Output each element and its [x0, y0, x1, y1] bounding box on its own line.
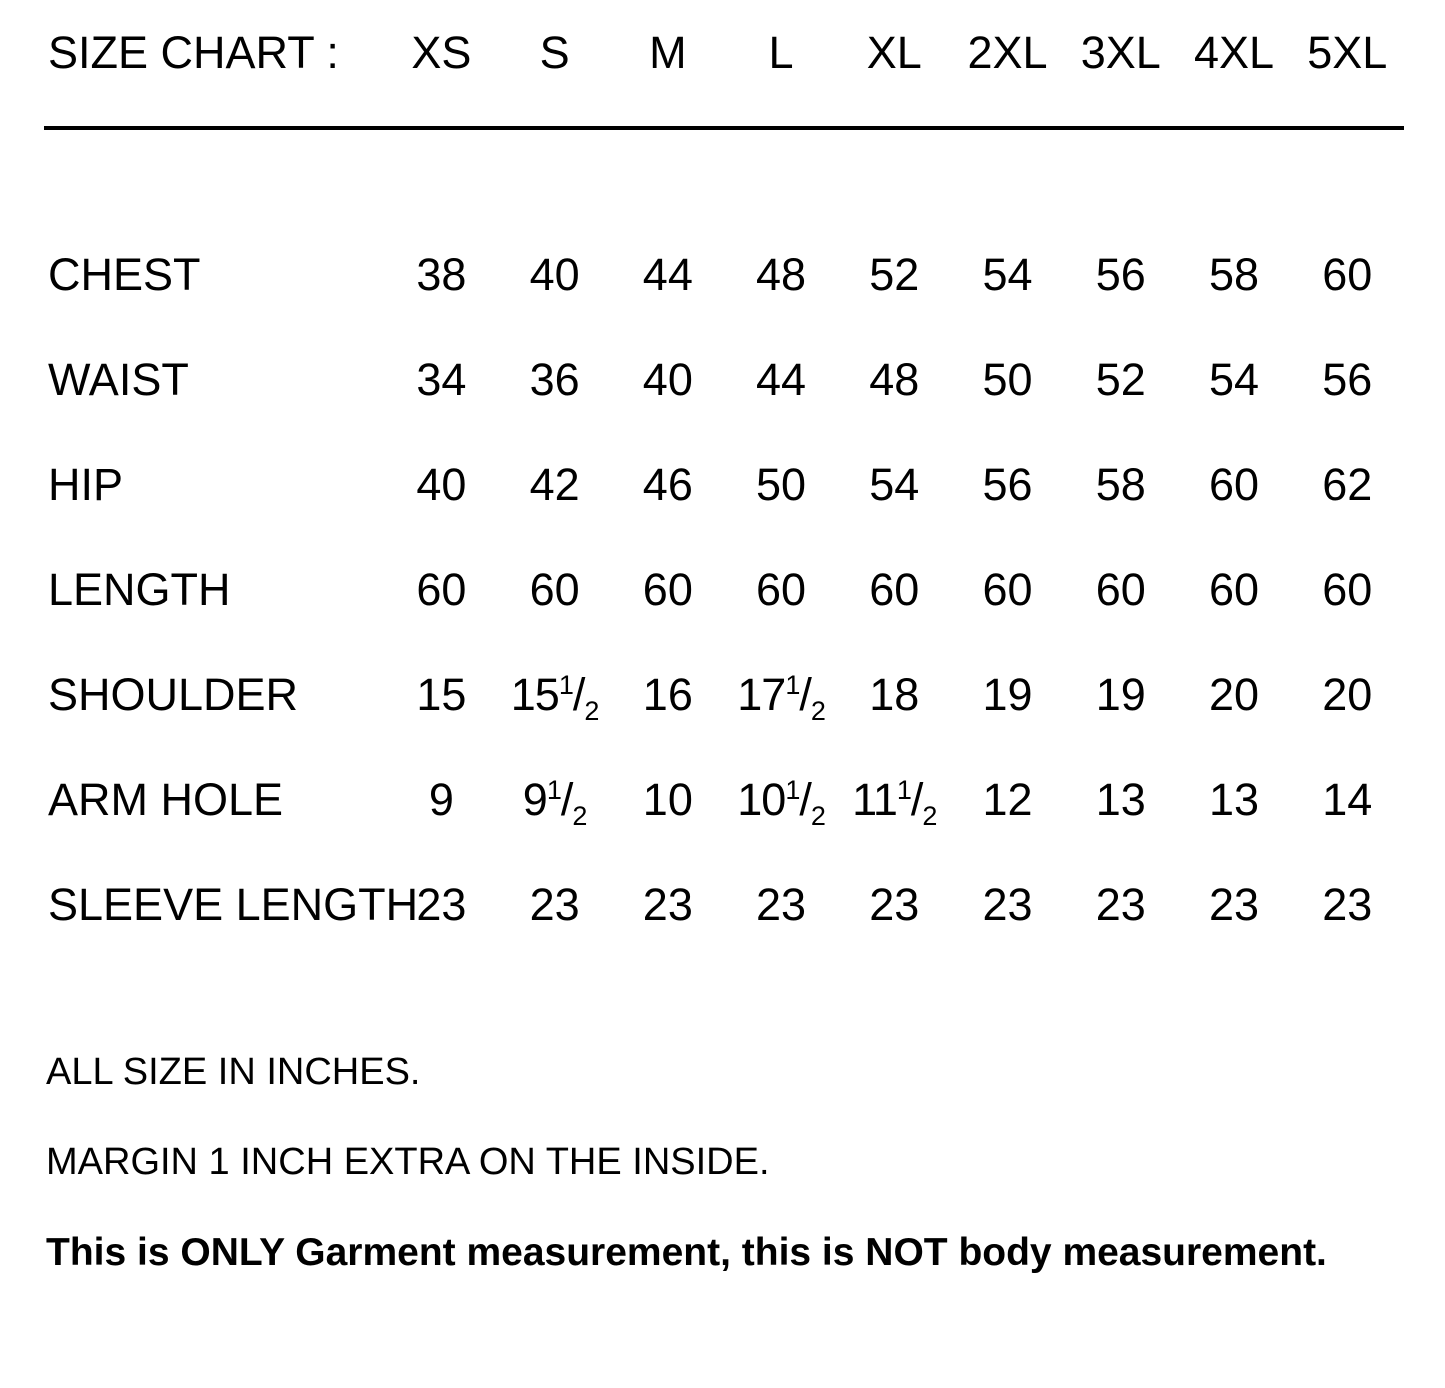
cell-length-s: 60	[529, 564, 580, 615]
cell-waist-xl: 48	[869, 354, 920, 405]
cell-shoulder-xl: 18	[869, 669, 920, 720]
header-row	[44, 30, 1404, 126]
cell-chest-2xl: 54	[982, 249, 1033, 300]
row-label-sleeve-length: SLEEVE LENGTH	[48, 879, 419, 930]
row-label-hip: HIP	[48, 459, 124, 510]
cell-chest-3xl: 56	[1095, 249, 1146, 300]
cell-length-5xl: 60	[1322, 564, 1373, 615]
cell-length-xs: 60	[416, 564, 467, 615]
table-row	[44, 432, 1404, 537]
cell-chest-xl: 52	[869, 249, 920, 300]
size-header-xl: XL	[866, 27, 922, 78]
size-header-4xl: 4XL	[1193, 27, 1275, 78]
cell-chest-m: 44	[642, 249, 693, 300]
size-header-3xl: 3XL	[1080, 27, 1161, 78]
cell-arm-hole-s: $9^1/_2$	[522, 774, 587, 831]
row-label-waist: WAIST	[48, 354, 189, 405]
row-label-shoulder: SHOULDER	[48, 669, 299, 720]
cell-arm-hole-3xl: 13	[1095, 774, 1146, 825]
row-label-length: LENGTH	[48, 564, 231, 615]
cell-arm-hole-xs: 9	[428, 774, 454, 825]
row-label-arm-hole: ARM HOLE	[48, 774, 284, 825]
cell-waist-4xl: 54	[1208, 354, 1260, 405]
size-header-s: S	[539, 27, 570, 78]
size-chart-table	[44, 27, 1404, 957]
note-disclaimer: This is ONLY Garment measurement, this is NOT body measurement.	[46, 1231, 1327, 1274]
cell-length-2xl: 60	[982, 564, 1033, 615]
cell-sleeve-length-m: 23	[642, 879, 693, 930]
header-spacer	[44, 128, 1404, 222]
cell-arm-hole-l: $10^1/_2$	[737, 774, 825, 831]
cell-arm-hole-5xl: 14	[1322, 774, 1373, 825]
cell-length-3xl: 60	[1095, 564, 1146, 615]
cell-chest-l: 48	[756, 249, 807, 300]
size-header-2xl: 2XL	[967, 27, 1048, 78]
cell-length-m: 60	[642, 564, 693, 615]
cell-waist-xs: 34	[416, 354, 467, 405]
cell-shoulder-5xl: 20	[1322, 669, 1373, 720]
cell-arm-hole-xl: $11^1/_2$	[852, 774, 937, 831]
cell-arm-hole-2xl: 12	[982, 774, 1033, 825]
size-chart-body	[44, 222, 1404, 957]
cell-hip-3xl: 58	[1095, 459, 1146, 510]
cell-hip-m: 46	[642, 459, 693, 510]
cell-shoulder-l: $17^1/_2$	[737, 669, 825, 726]
cell-sleeve-length-xl: 23	[869, 879, 920, 930]
cell-hip-s: 42	[529, 459, 580, 510]
cell-shoulder-s: $15^1/_2$	[510, 669, 599, 726]
table-row	[44, 537, 1404, 642]
cell-waist-5xl: 56	[1322, 354, 1373, 405]
cell-shoulder-2xl: 19	[982, 669, 1033, 720]
size-header-l: L	[768, 27, 794, 78]
cell-shoulder-xs: 15	[416, 669, 467, 720]
size-header-5xl: 5XL	[1307, 27, 1388, 78]
note-margin: MARGIN 1 INCH EXTRA ON THE INSIDE.	[46, 1141, 770, 1183]
row-label-chest: CHEST	[48, 249, 201, 300]
cell-length-4xl: 60	[1208, 564, 1260, 615]
cell-waist-l: 44	[756, 354, 807, 405]
table-row	[44, 222, 1404, 327]
cell-sleeve-length-s: 23	[529, 879, 580, 930]
cell-hip-4xl: 60	[1208, 459, 1260, 510]
cell-sleeve-length-xs: 23	[416, 879, 467, 930]
cell-waist-m: 40	[642, 354, 693, 405]
cell-hip-l: 50	[756, 459, 807, 510]
table-row	[44, 747, 1404, 852]
size-chart-header	[44, 27, 1404, 222]
cell-waist-3xl: 52	[1095, 354, 1146, 405]
cell-chest-s: 40	[529, 249, 580, 300]
cell-length-xl: 60	[869, 564, 920, 615]
table-row	[44, 852, 1404, 957]
size-header-m: M	[649, 27, 687, 78]
cell-hip-2xl: 56	[982, 459, 1033, 510]
cell-shoulder-3xl: 19	[1095, 669, 1146, 720]
cell-sleeve-length-5xl: 23	[1322, 879, 1373, 930]
size-chart-document	[0, 27, 1445, 1388]
table-row	[44, 327, 1404, 432]
cell-waist-2xl: 50	[982, 354, 1033, 405]
cell-chest-xs: 38	[416, 249, 467, 300]
size-header-xs: XS	[411, 27, 472, 78]
cell-hip-5xl: 62	[1322, 459, 1373, 510]
table-row	[44, 642, 1404, 747]
cell-arm-hole-4xl: 13	[1208, 774, 1260, 825]
cell-sleeve-length-l: 23	[756, 879, 807, 930]
cell-sleeve-length-2xl: 23	[982, 879, 1033, 930]
chart-title: SIZE CHART :	[48, 27, 339, 78]
cell-hip-xl: 54	[869, 459, 920, 510]
cell-shoulder-m: 16	[642, 669, 693, 720]
cell-sleeve-length-4xl: 23	[1208, 879, 1260, 930]
cell-waist-s: 36	[529, 354, 580, 405]
cell-length-l: 60	[756, 564, 807, 615]
cell-sleeve-length-3xl: 23	[1095, 879, 1146, 930]
cell-shoulder-4xl: 20	[1208, 669, 1260, 720]
header-spacer-cell	[44, 128, 1404, 222]
note-units: ALL SIZE IN INCHES.	[46, 1051, 421, 1093]
cell-hip-xs: 40	[416, 459, 467, 510]
cell-chest-5xl: 60	[1322, 249, 1373, 300]
notes-section	[46, 1053, 1445, 1272]
cell-chest-4xl: 58	[1208, 249, 1260, 300]
cell-arm-hole-m: 10	[642, 774, 693, 825]
